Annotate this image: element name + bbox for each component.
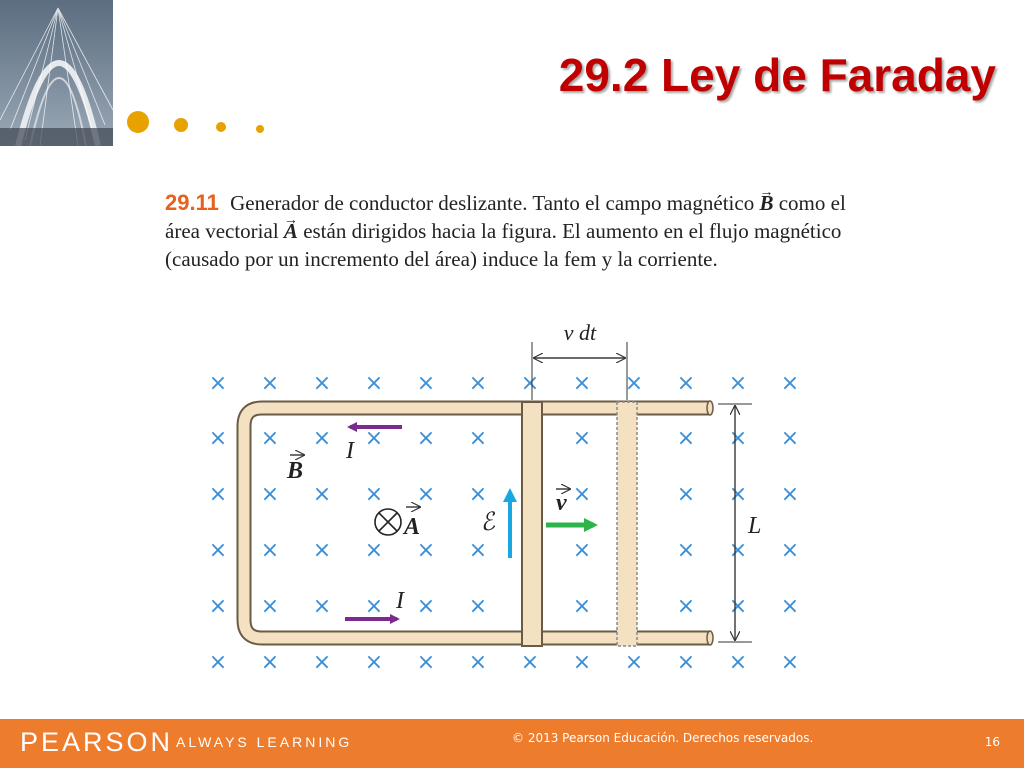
field-x-mark: × — [780, 538, 800, 563]
field-x-mark: × — [676, 371, 696, 396]
field-x-mark: × — [312, 426, 332, 451]
field-x-mark: × — [260, 538, 280, 563]
field-x-mark: × — [260, 426, 280, 451]
field-x-mark: × — [728, 538, 748, 563]
field-x-mark: × — [416, 650, 436, 675]
field-x-mark: × — [416, 594, 436, 619]
emf-label: ℰ — [478, 509, 497, 538]
field-x-mark: × — [260, 482, 280, 507]
caption-vector-b: → B — [759, 191, 773, 215]
field-x-mark: × — [260, 371, 280, 396]
field-x-mark: × — [416, 426, 436, 451]
field-x-mark: × — [208, 650, 228, 675]
field-x-mark: × — [364, 650, 384, 675]
field-x-mark: × — [260, 650, 280, 675]
field-x-mark: × — [312, 594, 332, 619]
field-x-mark: × — [364, 594, 384, 619]
field-x-mark: × — [416, 482, 436, 507]
area-vector-label: A — [404, 514, 421, 540]
field-x-mark: × — [468, 594, 488, 619]
current-label-top: I — [346, 438, 354, 464]
field-x-mark: × — [572, 371, 592, 396]
field-x-mark: × — [312, 650, 332, 675]
field-x-mark: × — [572, 594, 592, 619]
field-x-mark: × — [728, 594, 748, 619]
field-x-mark: × — [468, 426, 488, 451]
caption-text-1: Generador de conductor deslizante. Tanto el campo magnético — [230, 191, 760, 215]
field-x-mark: × — [520, 650, 540, 675]
field-x-mark: × — [208, 482, 228, 507]
field-x-mark: × — [208, 538, 228, 563]
field-x-mark: × — [312, 482, 332, 507]
length-label: L — [748, 513, 762, 539]
current-label-bottom: I — [396, 588, 404, 614]
page-number: 16 — [984, 735, 1000, 749]
sliding-rod — [522, 402, 542, 646]
field-x-mark: × — [364, 538, 384, 563]
field-x-mark: × — [572, 538, 592, 563]
field-x-mark: × — [572, 650, 592, 675]
field-x-mark: × — [364, 371, 384, 396]
field-x-mark: × — [364, 426, 384, 451]
field-x-mark: × — [416, 371, 436, 396]
caption-text-2: como el área vectorial — [165, 191, 846, 243]
field-vector-label: B — [287, 458, 304, 484]
field-x-mark: × — [208, 426, 228, 451]
magnetic-field-marks — [209, 371, 799, 675]
field-x-mark: × — [468, 538, 488, 563]
field-x-mark: × — [572, 426, 592, 451]
caption-vector-a: → A — [284, 219, 298, 243]
field-x-mark: × — [728, 482, 748, 507]
field-x-mark: × — [780, 650, 800, 675]
field-x-mark: × — [312, 371, 332, 396]
field-x-mark: × — [312, 538, 332, 563]
field-x-mark: × — [208, 594, 228, 619]
field-x-mark: × — [260, 594, 280, 619]
field-x-mark: × — [676, 650, 696, 675]
field-x-mark: × — [728, 650, 748, 675]
field-x-mark: × — [780, 371, 800, 396]
field-x-mark: × — [364, 482, 384, 507]
pearson-logo: PEARSON — [20, 727, 174, 757]
figure-number: 29.11 — [165, 190, 219, 215]
field-x-mark: × — [624, 650, 644, 675]
copyright-text: © 2013 Pearson Educación. Derechos reservados. — [512, 731, 814, 745]
field-x-mark: × — [208, 371, 228, 396]
field-x-mark: × — [676, 482, 696, 507]
field-x-mark: × — [468, 650, 488, 675]
rod-later-position — [617, 402, 637, 646]
field-x-mark: × — [468, 482, 488, 507]
field-x-mark: × — [728, 426, 748, 451]
field-x-mark: × — [520, 371, 540, 396]
caption-text-3: están dirigidos hacia la figura. El aumento en el flujo magnético (causado por un incremento del área) induce la fem y la corriente. — [165, 219, 842, 271]
slide-title: 29.2 Ley de Faraday — [558, 49, 996, 101]
field-x-mark: × — [676, 426, 696, 451]
rail-end-bottom — [707, 631, 713, 645]
field-x-mark: × — [780, 426, 800, 451]
field-x-mark: × — [468, 371, 488, 396]
field-x-mark: × — [780, 482, 800, 507]
field-x-mark: × — [572, 482, 592, 507]
field-x-mark: × — [416, 538, 436, 563]
field-x-mark: × — [728, 371, 748, 396]
field-x-mark: × — [676, 594, 696, 619]
field-x-mark: × — [780, 594, 800, 619]
field-x-mark: × — [624, 371, 644, 396]
vdt-label: v dt — [563, 320, 597, 345]
field-x-mark: × — [676, 538, 696, 563]
velocity-label: v — [556, 490, 567, 516]
footer-bar — [0, 719, 1024, 768]
rail-end-top — [707, 401, 713, 415]
footer-tagline: ALWAYS LEARNING — [176, 734, 353, 750]
